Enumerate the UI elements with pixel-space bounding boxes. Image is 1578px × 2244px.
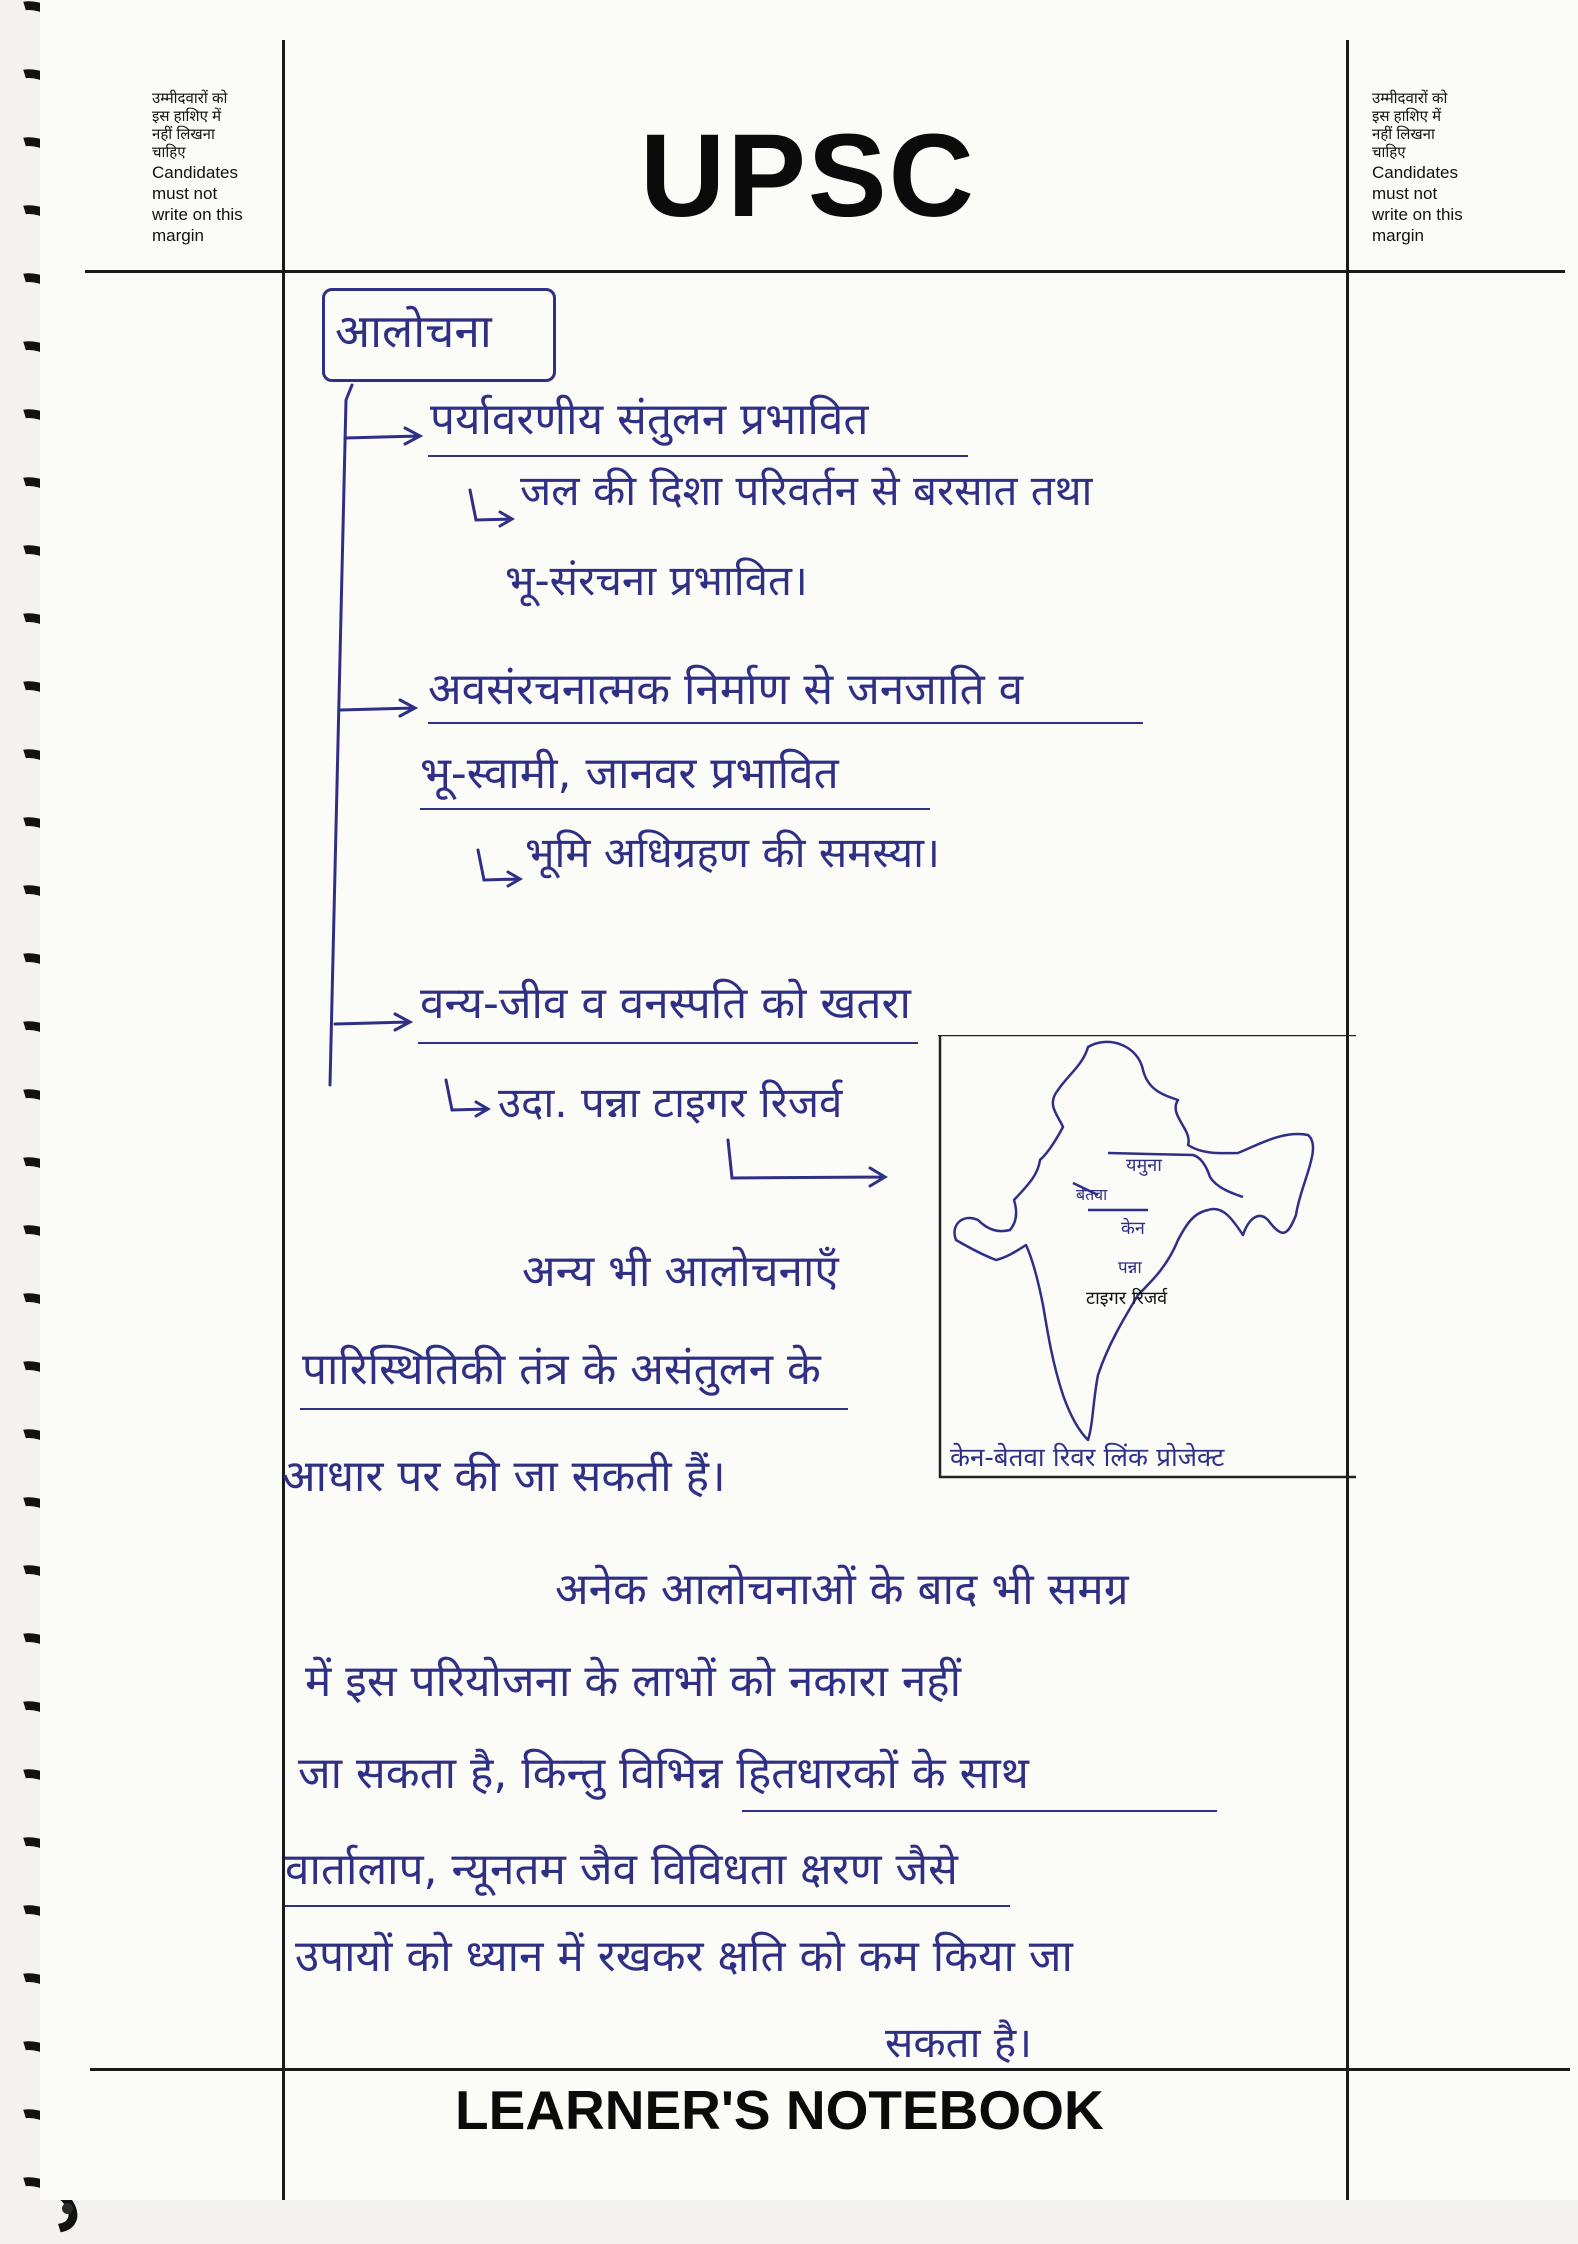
point-3-sub-1: उदा. पन्ना टाइगर रिजर्व (498, 1078, 843, 1127)
margin-note-line: नहीं लिखना (152, 126, 215, 143)
point-2-cont: भू-स्वामी, जानवर प्रभावित (420, 748, 839, 799)
heading-text: आलोचना (335, 304, 492, 358)
margin-note-line: इस हाशिए में (1372, 108, 1442, 125)
map-label-left: बेतवा (1076, 1185, 1108, 1204)
margin-note-line: उम्मीदवारों को (1372, 90, 1448, 107)
margin-note-line: margin (1372, 226, 1424, 245)
point-1-sub-1: जल की दिशा परिवर्तन से बरसात तथा (520, 466, 1093, 515)
margin-note-line: Candidates (152, 163, 239, 182)
map-label-middle: केन (1121, 1218, 1145, 1239)
margin-note-line: must not (152, 184, 218, 203)
underline (285, 1905, 1010, 1907)
conclusion-line-6: सकता है। (885, 2018, 1033, 2067)
point-1-sub-2: भू-संरचना प्रभावित। (505, 556, 808, 605)
underline (418, 1042, 918, 1044)
point-2-sub-1: भूमि अधिग्रहण की समस्या। (525, 828, 940, 877)
margin-note-line: write on this (152, 205, 243, 224)
other-criticism-line-2: पारिस्थितिकी तंत्र के असंतुलन के (302, 1344, 821, 1395)
india-map-panel (938, 1035, 1356, 1483)
point-2-text: अवसंरचनात्मक निर्माण से जनजाति व (428, 664, 1024, 715)
point-1-text: पर्यावरणीय संतुलन प्रभावित (430, 394, 869, 445)
other-criticism-line-1: अन्य भी आलोचनाएँ (522, 1246, 839, 1297)
margin-note-line: margin (152, 226, 204, 245)
conclusion-line-5: उपायों को ध्यान में रखकर क्षति को कम किया जा (295, 1931, 1073, 1982)
conclusion-line-1: अनेक आलोचनाओं के बाद भी समग्र (555, 1564, 1129, 1615)
conclusion-line-4: वार्तालाप, न्यूनतम जैव विविधता क्षरण जैसे (285, 1844, 958, 1895)
underline (428, 455, 968, 457)
map-caption: केन-बेतवा रिवर लिंक प्रोजेक्ट (950, 1443, 1225, 1473)
underline (300, 1408, 848, 1410)
margin-note-line: Candidates (1372, 163, 1459, 182)
binding-hole (62, 2203, 73, 2214)
margin-note-line: write on this (1372, 205, 1463, 224)
conclusion-line-3: जा सकता है, किन्तु विभिन्न हितधारकों के साथ (298, 1748, 1029, 1799)
underline (742, 1810, 1217, 1812)
map-label-top: यमुना (1126, 1155, 1162, 1176)
map-label-bottom-1: पन्ना (1118, 1258, 1142, 1278)
margin-note-line: चाहिए (152, 144, 186, 161)
india-map-sketch (938, 1035, 1356, 1483)
underline (428, 722, 1143, 724)
margin-note-line: नहीं लिखना (1372, 126, 1435, 143)
underline (420, 808, 930, 810)
page-title: UPSC (640, 110, 976, 242)
margin-note-line: उम्मीदवारों को (152, 90, 228, 107)
margin-note-line: must not (1372, 184, 1438, 203)
footer-title: LEARNER'S NOTEBOOK (455, 2079, 1104, 2141)
map-label-bottom-2: टाइगर रिजर्व (1086, 1288, 1168, 1309)
margin-note-line: इस हाशिए में (152, 108, 222, 125)
conclusion-line-2: में इस परियोजना के लाभों को नकारा नहीं (305, 1656, 962, 1707)
point-3-text: वन्य-जीव व वनस्पति को खतरा (420, 978, 911, 1029)
margin-note-line: चाहिए (1372, 144, 1406, 161)
other-criticism-line-3: आधार पर की जा सकती हैं। (282, 1451, 726, 1502)
